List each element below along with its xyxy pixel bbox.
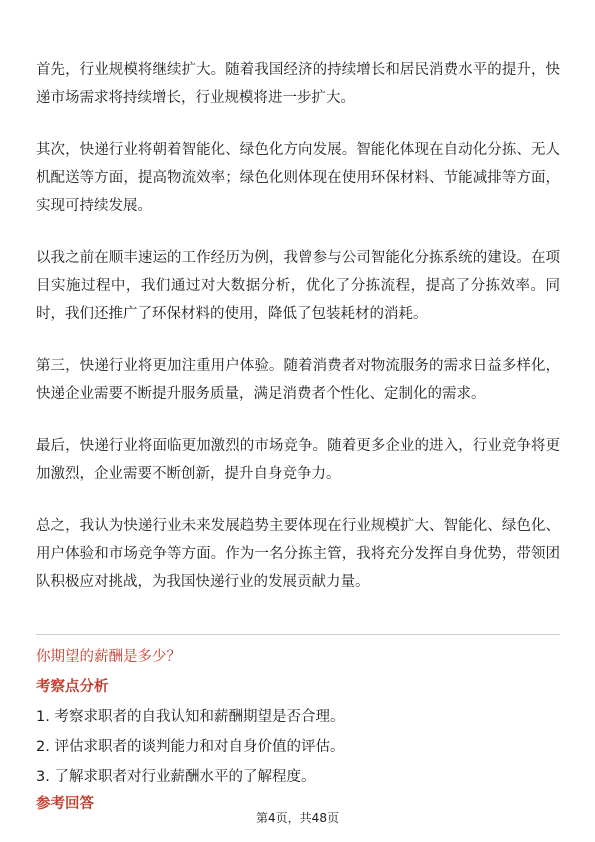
section-divider [36, 634, 560, 635]
paragraph-sf-experience: 以我之前在顺丰速运的工作经历为例，我曾参与公司智能化分拣系统的建设。在项目实施过程中，我们通过对大数据分析，优化了分拣流程，提高了分拣效率。同时，我们还推广了环保材料的使用，降低了包装耗材的消耗。 [36, 250, 560, 322]
analysis-heading: 考察点分析 [36, 679, 109, 695]
answer-heading: 参考回答 [36, 796, 94, 812]
analysis-item: 2. 评估求职者的谈判能力和对自身价值的评估。 [36, 739, 345, 755]
analysis-item: 3. 了解求职者对行业薪酬水平的了解程度。 [36, 769, 316, 785]
analysis-list [36, 702, 344, 792]
question-heading: 你期望的薪酬是多少？ [36, 649, 181, 665]
paragraph-intelligent-green: 其次，快递行业将朝着智能化、绿色化方向发展。智能化体现在自动化分拣、无人机配送等方面，提高物流效率；绿色化则体现在使用环保材料、节能减排等方面，实现可持续发展。 [36, 142, 560, 214]
analysis-item: 1. 考察求职者的自我认知和薪酬期望是否合理。 [36, 709, 345, 725]
paragraph-competition: 最后，快递行业将面临更加激烈的市场竞争。随着更多企业的进入，行业竞争将更加激烈，企业需要不断创新，提升自身竞争力。 [36, 438, 560, 482]
paragraph-industry-scale: 首先，行业规模将继续扩大。随着我国经济的持续增长和居民消费水平的提升，快递市场需求将持续增长，行业规模将进一步扩大。 [36, 62, 560, 106]
paragraph-user-experience: 第三，快递行业将更加注重用户体验。随着消费者对物流服务的需求日益多样化，快递企业需要不断提升服务质量，满足消费者个性化、定制化的需求。 [36, 358, 560, 402]
document-body [36, 56, 560, 596]
paragraph-summary: 总之，我认为快递行业未来发展趋势主要体现在行业规模扩大、智能化、绿色化、用户体验和市场竞争等方面。作为一名分拣主管，我将充分发挥自身优势，带领团队积极应对挑战，为我国快递行业的发展贡献力量。 [36, 518, 560, 590]
page-number: 第4页，共48页 [256, 811, 339, 825]
